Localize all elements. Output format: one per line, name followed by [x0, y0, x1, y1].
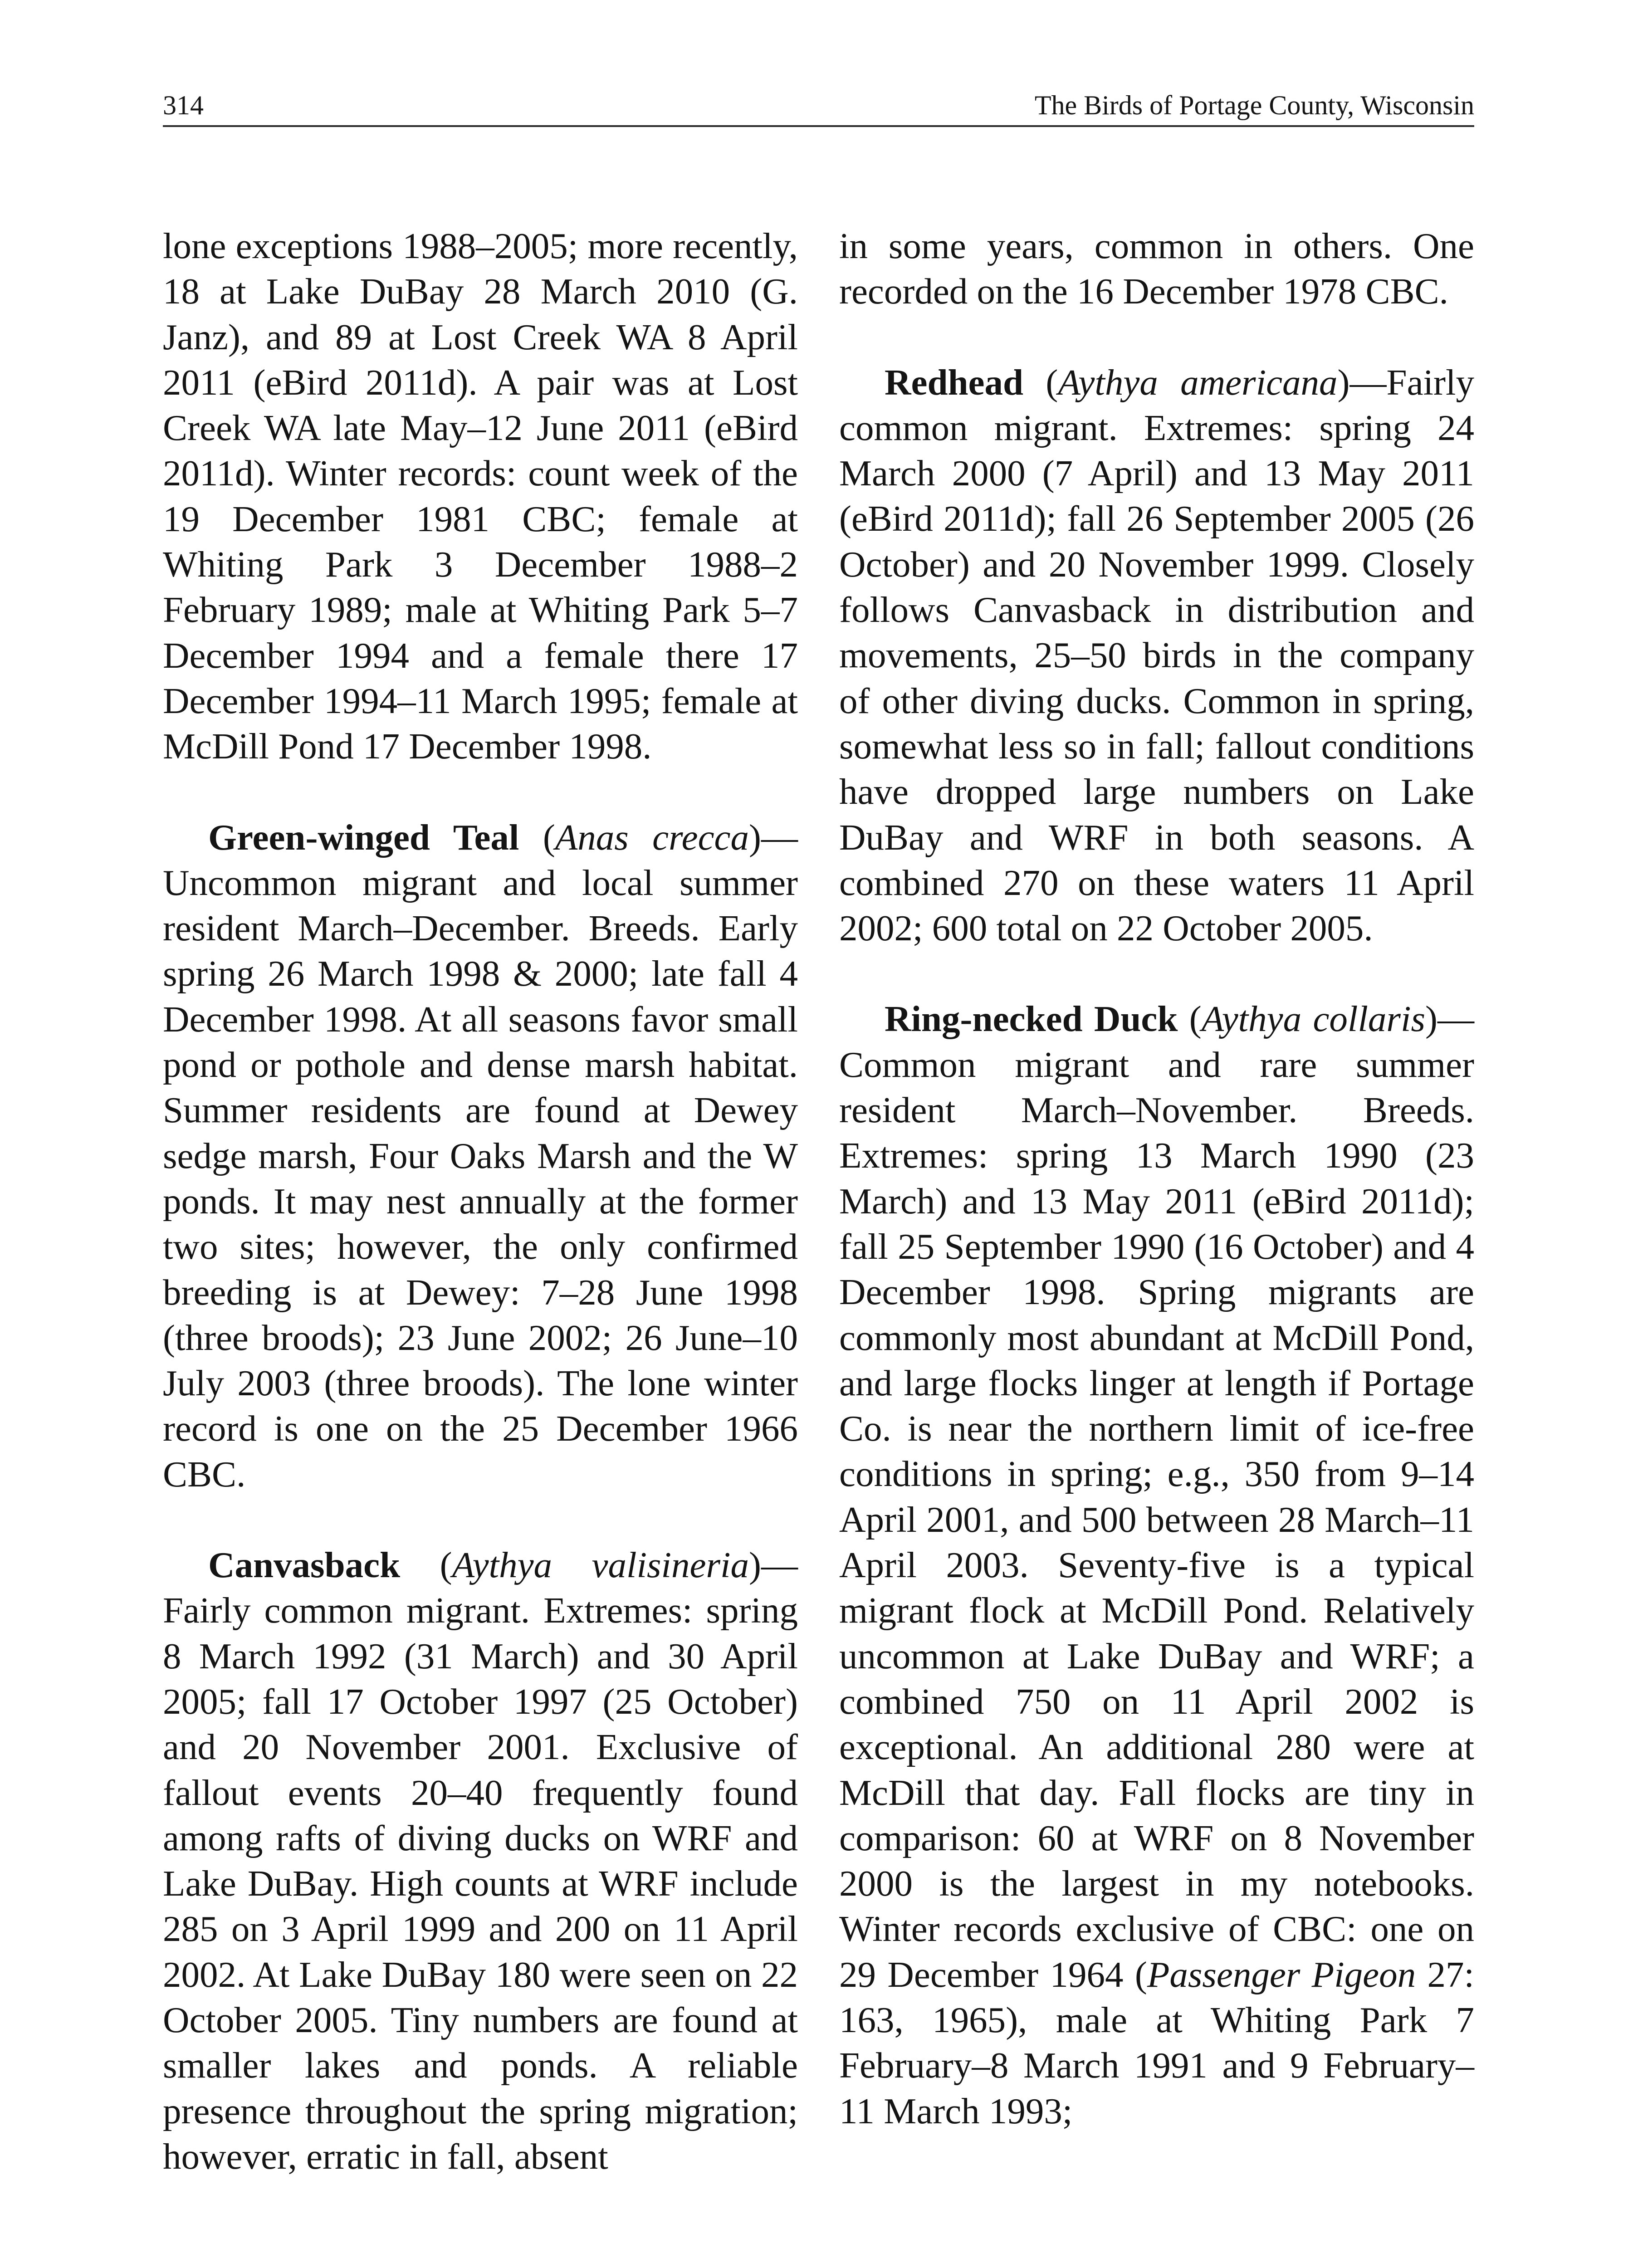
- continued-paragraph: lone exceptions 1988–2005; more recently, 18 at Lake DuBay 28 March 2010 (G. Janz), and 89 at Lost Creek WA 8 April 2011 (eBird 2011d). A pair was at Lost Creek WA late May–12 June 2011 (eBird 2011d). Winter records: count week of the 19 December 1981 CBC; female at Whiting Park 3 December 1988–2 February 1989; male at Whiting Park 5–7 December 1994 and a female there 17 December 1994–11 March 1995; female at McDill Pond 17 December 1998.: [163, 225, 798, 767]
- species-account-redhead: [839, 360, 1474, 951]
- paren-open: (: [1178, 998, 1202, 1040]
- page-header: [163, 84, 1474, 127]
- species-name: Redhead: [885, 362, 1024, 403]
- latin-name: Aythya americana: [1058, 362, 1338, 403]
- paren-close: )—: [1337, 362, 1387, 403]
- species-text: Fairly common migrant. Extremes: spring 24 March 2000 (7 April) and 13 May 2011 (eBird 2011d); fall 26 September 2005 (26 October) and 20 November 1999. Closely follows Canvasback in distribution and movements, 25–50 birds in the company of other diving ducks. Common in spring, somewhat less so in fall; fallout conditions have dropped large numbers on Lake DuBay and WRF in both seasons. A combined 270 on these waters 11 April 2002; 600 total on 22 October 2005.: [839, 362, 1474, 949]
- continued-paragraph: in some years, common in others. One recorded on the 16 December 1978 CBC.: [839, 225, 1474, 312]
- species-text: Uncommon migrant and local summer resident March–December. Breeds. Early spring 26 March 1998 & 2000; late fall 4 December 1998. At all seasons favor small pond or pothole and dense marsh habitat. Summer residents are found at Dewey sedge marsh, Four Oaks Marsh and the W ponds. It may nest annually at the former two sites; however, the only confirmed breeding is at Dewey: 7–28 June 1998 (three broods); 23 June 2002; 26 June–10 July 2003 (three broods). The lone winter record is one on the 25 December 1966 CBC.: [163, 862, 798, 1495]
- paren-close: )—: [1425, 998, 1474, 1040]
- species-text: Fairly common migrant. Extremes: spring 8 March 1992 (31 March) and 30 April 2005; fall 17 October 1997 (25 October) and 20 November 2001. Exclusive of fallout events 20–40 frequently found among rafts of diving ducks on WRF and Lake DuBay. High counts at WRF include 285 on 3 April 1999 and 200 on 11 April 2002. At Lake DuBay 180 were seen on 22 October 2005. Tiny numbers are found at smaller lakes and ponds. A reliable presence throughout the spring migration; however, erratic in fall, absent: [163, 1590, 798, 2177]
- species-account-canvasback: [163, 1542, 798, 2179]
- right-column: [839, 223, 1474, 2134]
- species-name: Green-winged Teal: [208, 816, 519, 858]
- species-text-end: 27: 163, 1965), male at Whiting Park 7 February–8 March 1991 and 9 February–11 March 1993;: [839, 1954, 1474, 2131]
- page-number: 314: [163, 90, 204, 120]
- species-account-ring-necked-duck: [839, 996, 1474, 2133]
- left-column: [163, 223, 798, 2179]
- paren-close: )—: [749, 1545, 798, 1586]
- species-text: Common migrant and rare summer resident March–November. Breeds. Extremes: spring 13 March 1990 (23 March) and 13 May 2011 (eBird 2011d); fall 25 September 1990 (16 October) and 4 December 1998. Spring migrants are commonly most abundant at McDill Pond, and large flocks linger at length if Portage Co. is near the northern limit of ice-free conditions in spring; e.g., 350 from 9–14 April 2001, and 500 between 28 March–11 April 2003. Seventy-five is a typical migrant flock at McDill Pond. Relatively uncommon at Lake DuBay and WRF; a combined 750 on 11 April 2002 is exceptional. An additional 280 were at McDill that day. Fall flocks are tiny in comparison: 60 at WRF on 8 November 2000 is the largest in my notebooks. Winter records exclusive of CBC: one on 29 December 1964 (: [839, 1044, 1474, 1995]
- species-account-green-winged-teal: [163, 815, 798, 1497]
- paren-open: (: [1023, 362, 1058, 403]
- species-name: Ring-necked Duck: [885, 998, 1178, 1040]
- paren-open: (: [519, 816, 555, 858]
- citation-title: Passenger Pigeon: [1147, 1954, 1416, 1995]
- species-name: Canvasback: [208, 1545, 401, 1586]
- latin-name: Anas crecca: [555, 816, 749, 858]
- paren-open: (: [400, 1545, 452, 1586]
- running-title: The Birds of Portage County, Wisconsin: [1034, 90, 1474, 120]
- paren-close: )—: [749, 816, 798, 858]
- latin-name: Aythya valisineria: [452, 1545, 749, 1586]
- latin-name: Aythya collaris: [1201, 998, 1425, 1040]
